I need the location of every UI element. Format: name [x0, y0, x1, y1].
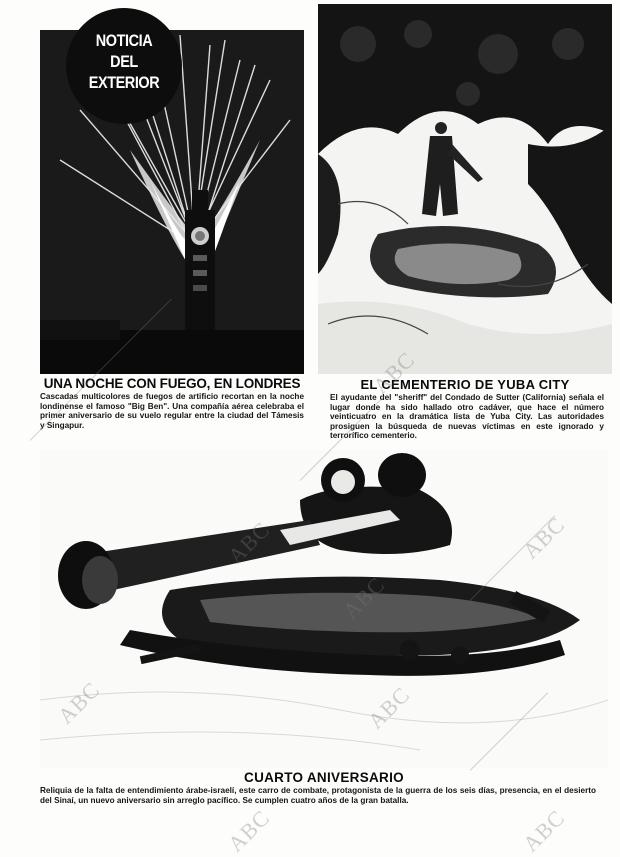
abc-watermark: ABC — [367, 346, 420, 399]
yuba-city-photo — [318, 4, 612, 374]
abc-watermark: ABC — [222, 516, 275, 569]
abc-watermark: ABC — [337, 571, 390, 624]
abc-watermark: ABC — [362, 681, 415, 734]
london-headline: UNA NOCHE CON FUEGO, EN LONDRES — [43, 376, 301, 391]
abc-watermark: ABC — [52, 676, 105, 729]
abc-watermark: ABC — [222, 804, 275, 857]
abc-watermark: ABC — [517, 511, 570, 564]
london-caption: Cascadas multicolores de fuegos de artificio recortan en la noche londinense el famoso "Big Ben". Una compañía aérea celebraba el primer aniversario de su vuelo regular entre la ciudad del Támesis y Singapur. — [40, 392, 304, 430]
anniversary-headline: CUARTO ANIVERSARIO — [244, 770, 404, 785]
noticia-del-exterior-badge — [66, 8, 182, 124]
sinai-tank-photo — [40, 450, 608, 768]
abc-watermark: ABC — [517, 804, 570, 857]
badge-line-1: NOTICIA — [95, 31, 153, 50]
badge-line-3: EXTERIOR — [88, 73, 160, 92]
yuba-city-caption: El ayudante del "sheriff" del Condado de Sutter (California) señala el lugar donde ha sido hallado otro cadáver, que hace el número veinticuatro en la dramática lista de Yuba City. Las autoridades prosiguen la búsqueda de nuevas víctimas en este ignorado y terrorífico cementerio. — [330, 393, 604, 441]
yuba-city-headline: EL CEMENTERIO DE YUBA CITY — [360, 377, 570, 392]
anniversary-caption: Reliquia de la falta de entendimiento árabe-israelí, este carro de combate, protagonista de la guerra de los seis días, presencia, en el desierto del Sinaí, un nuevo aniversario sin arreglo pacífico. Se cumplen cuatro años de la gran batalla. — [40, 786, 596, 805]
badge-line-2: DEL — [110, 52, 138, 71]
